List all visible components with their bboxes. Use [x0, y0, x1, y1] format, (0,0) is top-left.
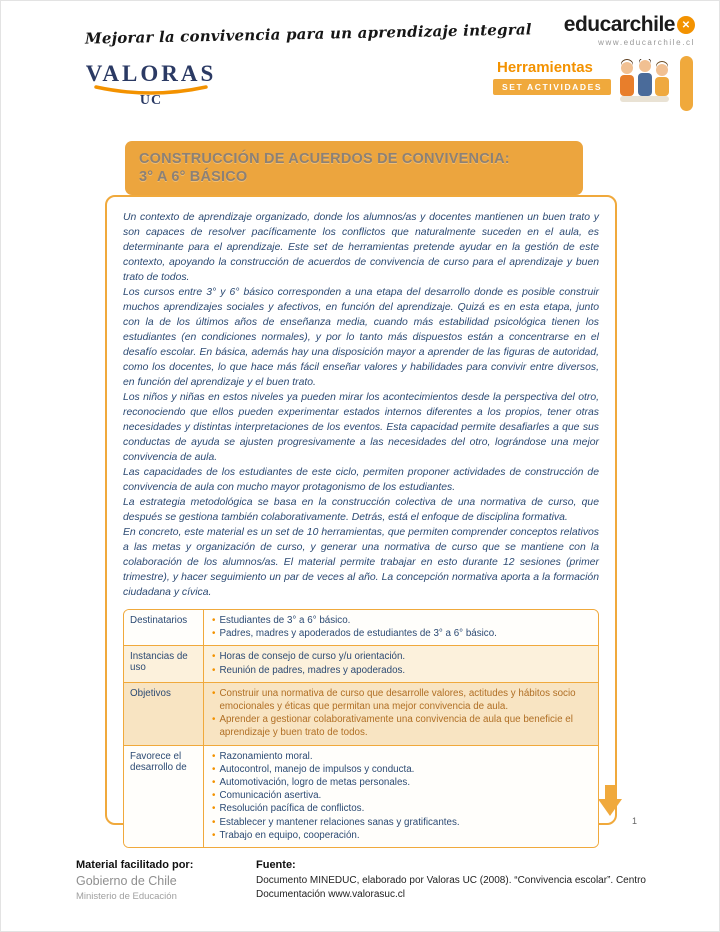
table-item-text: Establecer y mantener relaciones sanas y gratificantes.	[219, 816, 460, 828]
herramientas-text-block	[493, 59, 611, 95]
table-item	[212, 627, 590, 640]
intro-paragraph: Los niños y niñas en estos niveles ya pueden mirar los acontecimientos desde la perspectiva del otro, reconociendo que ellos pueden experimentar estados internos diferentes a los propios, tener otras necesidades y distintas interpretaciones de los eventos. Esta capacidad permite desafiarles a que sus conductas de ayuda se ajusten progresivamente a las necesidades del otro, lográndose una mejor convivencia de aula.	[123, 392, 599, 463]
table-item	[212, 713, 590, 739]
table-item-text: Aprender a gestionar colaborativamente una convivencia de aula que beneficie el aprendizaje y buen trato de todos.	[219, 714, 573, 739]
herramientas-badge	[493, 59, 670, 107]
educarchile-url: www.educarchile.cl	[598, 38, 695, 47]
table-item	[212, 763, 590, 776]
table-item-text: Comunicación asertiva.	[219, 790, 322, 802]
footer-fuente-block	[256, 859, 648, 902]
table-item	[212, 614, 590, 627]
intro-paragraphs	[123, 210, 599, 600]
people-illustration-icon	[616, 59, 670, 107]
table-row-label: Destinatarios	[124, 610, 204, 645]
valoras-uc-text: UC	[139, 93, 163, 108]
table-row	[124, 682, 598, 745]
page-number: 1	[632, 816, 638, 826]
content-box	[105, 195, 617, 841]
table-item-text: Reunión de padres, madres y apoderados.	[219, 664, 406, 676]
bullet-icon: •	[212, 790, 216, 802]
set-actividades-bar	[493, 79, 611, 95]
bullet-icon: •	[212, 763, 216, 775]
table-item-text: Horas de consejo de curso y/u orientación.	[219, 651, 406, 663]
educarchile-logo-text: educarchile	[563, 13, 675, 36]
title-line1: CONSTRUCCIÓN DE ACUERDOS DE CONVIVENCIA:	[139, 151, 510, 167]
table-item-text: Razonamiento moral.	[219, 750, 313, 762]
intro-paragraph: Los cursos entre 3° y 6° básico corresponden a una etapa del desarrollo donde es posible construir muchos aprendizajes sociales y afectivos, en función del aprendizaje. Quizá es en esta etapa, junto con la de los últimos años de enseñanza media, cuando más estabilidad psicológica tienen los estudiantes (en condiciones normales), y por lo tanto más dispuestos están a concentrarse en el desafío escolar. En básica, además hay una disposición mayor a aprender de las figuras de autoridad, como los docentes, lo que hace más fácil enseñar valores y habilidades para convivir entre diversos, en función del aprendizaje y el buen trato.	[123, 287, 599, 388]
table-item	[212, 776, 590, 789]
down-arrow-icon	[597, 785, 623, 817]
valoras-logo-text: VALORAS	[85, 61, 217, 86]
bullet-icon: •	[212, 829, 216, 841]
footer-material-block	[76, 859, 256, 902]
table-row-label: Objetivos	[124, 683, 204, 745]
title-box	[125, 141, 583, 195]
bullet-icon: •	[212, 714, 216, 726]
table-item	[212, 750, 590, 763]
bullet-icon: •	[212, 615, 216, 626]
intro-paragraph: Un contexto de aprendizaje organizado, donde los alumnos/as y docentes mantienen un buen trato y son capaces de resolver pacíficamente los conflictos que naturalmente suceden en el aula, es determinante para el aprendizaje. Este set de herramientas pretende ayudar en la gestión de este contexto, apoyando la construcción de acuerdos de convivencia de curso para el aprendizaje y buen trato de todos.	[123, 212, 599, 283]
bullet-icon: •	[212, 664, 216, 676]
tagline-script: Mejorar la convivencia para un aprendizaje integral	[84, 20, 532, 48]
valoras-uc-logo	[85, 61, 217, 109]
table-row-label: Favorece el desarrollo de	[124, 746, 204, 847]
table-row	[124, 645, 598, 681]
bullet-icon: •	[212, 750, 216, 762]
material-label: Material facilitado por:	[76, 859, 194, 871]
fuente-label: Fuente:	[256, 859, 296, 871]
table-row-label: Instancias de uso	[124, 646, 204, 681]
table-row	[124, 745, 598, 847]
table-item	[212, 829, 590, 842]
info-table	[123, 609, 599, 848]
bullet-icon: •	[212, 687, 216, 699]
intro-paragraph: Las capacidades de los estudiantes de este ciclo, permiten proponer actividades de construcción de convivencia de aula con mucho mayor protagonismo de los estudiantes.	[123, 467, 599, 493]
educarchile-logo	[564, 13, 695, 47]
footer	[76, 859, 648, 902]
intro-paragraph: En concreto, este material es un set de 10 herramientas, que permiten comprender conceptos relativos a las metas y organización de curso, y generar una normativa de curso que se mantiene con la colaboración de los alumnos/as. El material permite trabajar en esto durante 12 sesiones (primer trimestre), y hacer seguimiento un par de veces al año. La concepción normativa aporta a la formación ciudadana y cívica.	[123, 527, 599, 598]
educarchile-logo-icon: ✕	[677, 16, 695, 34]
orange-bar-decoration	[680, 56, 693, 111]
table-row-items	[204, 610, 598, 645]
title-line2: 3° A 6° BÁSICO	[139, 169, 248, 185]
ministerio-educacion-text: Ministerio de Educación	[76, 891, 177, 902]
bullet-icon: •	[212, 628, 216, 640]
table-item	[212, 650, 590, 663]
bullet-icon: •	[212, 777, 216, 789]
bullet-icon: •	[212, 651, 216, 663]
table-item	[212, 664, 590, 677]
table-item	[212, 687, 590, 713]
herramientas-title: Herramientas	[497, 59, 593, 76]
intro-paragraph: La estrategia metodológica se basa en la construcción colectiva de una normativa de curso, que después se gestiona también colaborativamente. Detrás, está el enfoque de disciplina formativa.	[123, 497, 599, 523]
table-item-text: Autocontrol, manejo de impulsos y conducta.	[219, 763, 415, 775]
bullet-icon: •	[212, 816, 216, 828]
table-item-text: Estudiantes de 3° a 6° básico.	[219, 615, 351, 626]
table-item	[212, 816, 590, 829]
gobierno-de-chile-text: Gobierno de Chile	[76, 874, 177, 888]
table-item-text: Trabajo en equipo, cooperación.	[219, 829, 360, 841]
table-item-text: Resolución pacífica de conflictos.	[219, 803, 365, 815]
table-item-text: Construir una normativa de curso que desarrolle valores, actitudes y hábitos socio emocionales y éticas que permitan una mejor convivencia de aula.	[219, 687, 576, 713]
table-item	[212, 802, 590, 815]
table-row-items	[204, 646, 598, 681]
fuente-text: Documento MINEDUC, elaborado por Valoras UC (2008). “Convivencia escolar”. Centro Documentación www.valorasuc.cl	[256, 875, 646, 900]
table-row-items	[204, 746, 598, 847]
table-item-text: Padres, madres y apoderados de estudiantes de 3° a 6° básico.	[219, 628, 497, 640]
table-row	[124, 610, 598, 645]
table-row-items	[204, 683, 598, 745]
table-item	[212, 789, 590, 802]
bullet-icon: •	[212, 803, 216, 815]
table-item-text: Automotivación, logro de metas personales.	[219, 777, 411, 789]
set-actividades-label: SET ACTIVIDADES	[502, 82, 603, 92]
